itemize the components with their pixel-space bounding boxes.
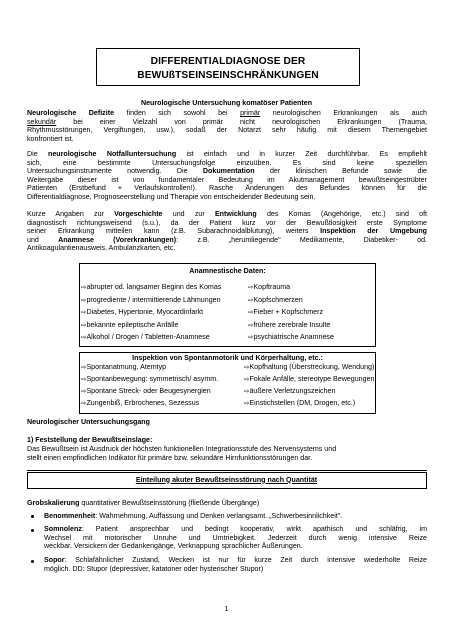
- anamnesis-right-3: [248, 321, 330, 330]
- bullet-somnolenz-line3: weckbar. Versickern der Gedankengänge, Verknappung sprachlicher Äußerungen.: [44, 542, 303, 551]
- arrow-icon: ⇨: [81, 320, 87, 329]
- anamnesis-right-4: [248, 333, 334, 342]
- anamnesis-item: frühere zerebrale Insulte: [253, 320, 331, 329]
- para2-line1: [27, 150, 427, 159]
- anamnesis-item: Diabetes, Hypertonie, Myocardinfarkt: [86, 308, 204, 316]
- inspection-right-2: [244, 387, 335, 396]
- inspection-item: Spontanatmung, Atemtyp: [86, 363, 167, 371]
- arrow-icon: ⇨: [81, 333, 87, 341]
- term-sopor: Sopor: [44, 556, 65, 564]
- term-secondary: sekundär: [27, 117, 57, 126]
- arrow-icon: ⇨: [81, 375, 87, 383]
- para2-line6: Differentialdiagnose, Prognoseerstellung und Therapie von entscheidender Bedeutung sein.: [27, 193, 316, 201]
- anamnesis-item: psychiatrische Anamnese: [253, 333, 334, 341]
- arrow-icon: ⇨: [248, 320, 254, 329]
- bullet-icon: [31, 529, 34, 532]
- subheading-consciousness: 1) Feststellung der Bewußtseinslage:: [27, 436, 153, 444]
- sub1-line1: Das Bewußtsein ist Ausdruck der höchsten funktionellen Integrationsstufe des Nervensystems und: [27, 445, 337, 453]
- para3-text: seiner Erkrankung mitteilen kann (z.B. Subarachnoidalblutung), weiters: [27, 227, 321, 236]
- arrow-icon: ⇨: [81, 399, 87, 407]
- inspection-heading: Inspektion von Spontanmotorik und Körperhaltung, etc.:: [132, 354, 323, 362]
- anamnesis-left-4: [81, 333, 210, 342]
- para1-line3: Rhythmusstörungen, Vergiftungen, usw.), sodaß der Notarzt sehr häufig mit diesem Themengebiet: [27, 126, 427, 135]
- table-rule-top: [27, 470, 427, 471]
- anamnesis-item: Fieber + Kopfschmerz: [253, 308, 324, 316]
- para1-line1: [27, 109, 427, 118]
- title-line-1: DIFFERENTIALDIAGNOSE DER: [150, 56, 306, 67]
- arrow-icon: ⇨: [81, 363, 87, 371]
- anamnesis-item: Kopfschmerzen: [253, 295, 303, 304]
- para2-text: der klinischen Befunde sowie die: [254, 167, 427, 176]
- term-anamnesis: Anamnese (Vorerkrankungen): [58, 235, 177, 244]
- para2-text: Die: [27, 150, 48, 158]
- arrow-icon: ⇨: [81, 308, 87, 316]
- para3-text: Kurze Angaben zur: [27, 210, 115, 218]
- para2-line5: Patienten (Erstbefund + Verlaufskontrollen!). Rasche Änderungen des Befundes können für die: [27, 184, 427, 193]
- para3-line4: [27, 236, 427, 245]
- inspection-item: Fokale Anfälle, stereotype Bewegungen: [249, 375, 375, 383]
- term-neuro-deficits: Neurologische Defizite: [27, 109, 115, 117]
- bullet-benommenheit-line1: [44, 512, 427, 521]
- para3-line5: Antikoagulantienausweis, Ambulanzkarten, etc.: [27, 244, 176, 253]
- grob-line: [27, 499, 259, 508]
- arrow-icon: ⇨: [81, 387, 87, 395]
- arrow-icon: ⇨: [81, 295, 87, 304]
- para2-line2: sich, eine bestimmte Untersuchungsfolge einzuüben. Es sind keine speziellen: [27, 158, 427, 167]
- inspection-left-2: [81, 387, 211, 396]
- term-grob: Grobskalierung: [27, 499, 80, 507]
- term-history: Vorgeschichte: [114, 210, 163, 218]
- arrow-icon: ⇨: [248, 283, 254, 291]
- anamnesis-right-2: [248, 308, 323, 317]
- arrow-icon: ⇨: [244, 399, 250, 407]
- term-neuro-emergency-exam: neurologische Notfalluntersuchung: [48, 150, 177, 158]
- inspection-item: äußere Verletzungszeichen: [249, 387, 336, 395]
- bullet-text: : Wahrnehmung, Auffassung und Denken verlangsamt. „Schwerbesinnlichkeit".: [95, 511, 343, 520]
- arrow-icon: ⇨: [244, 387, 250, 395]
- grob-text: quantitativer Bewußtseinsstörung (fließende Übergänge): [79, 499, 260, 507]
- bullet-somnolenz-line2: Wechsel mit motorischer Unruhe und Umtriebigkeit. Jederzeit durch wenig intensive Reize: [44, 533, 427, 542]
- term-documentation: Dokumentation: [202, 167, 255, 176]
- inspection-right-1: [244, 375, 374, 384]
- arrow-icon: ⇨: [248, 308, 254, 316]
- section-heading-exam-procedure: Neurologischer Untersuchungsgang: [27, 418, 150, 426]
- term-development: Entwicklung: [214, 210, 257, 218]
- anamnesis-right-1: [248, 296, 303, 305]
- inspection-left-1: [81, 375, 218, 384]
- inspection-right-3: [244, 399, 355, 408]
- bullet-text: : Patient ansprechbar und bedingt kooperativ, wirkt apathisch und schläfrig, im: [81, 525, 427, 533]
- inspection-item: Spontanbewegung: symmetrisch/ asymm.: [86, 375, 219, 383]
- anamnesis-heading: Anamnestische Daten:: [189, 267, 266, 275]
- bullet-text: : Schlafähnlicher Zustand, Wecken ist nur für kurze Zeit durch intensive wiederholte Reize: [64, 556, 427, 564]
- term-somnolenz: Somnolenz: [44, 525, 82, 533]
- anamnesis-left-0: [81, 283, 221, 292]
- arrow-icon: ⇨: [248, 295, 254, 304]
- para1-text: bei einer Vielzahl von primär nicht neurologischen Erkrankungen (Trauma,: [56, 117, 427, 126]
- section-heading-neuro-exam: Neurologische Untersuchung komatöser Patienten: [140, 99, 313, 107]
- para3-text: und: [27, 235, 59, 244]
- inspection-item: Einstichstellen (DM, Drogen, etc.): [249, 399, 356, 407]
- anamnesis-item: bekannte epileptische Anfälle: [86, 320, 179, 329]
- anamnesis-left-3: [81, 321, 178, 330]
- sub1-line2: stellt einen empfindlichen Indikator für primäre bzw. sekundäre Hirnfunktionsstörungen dar.: [27, 453, 313, 462]
- inspection-item: Zungenbiß, Erbrochenes, Sezessus: [86, 399, 200, 407]
- bullet-icon: [31, 515, 34, 518]
- table-rule-top-2: [27, 472, 427, 473]
- arrow-icon: ⇨: [248, 333, 254, 341]
- para2-line4: Weitergabe dieser ist von fundamentaler Bedeutung im Akutmanagement bewußtseingestrübter: [27, 175, 427, 184]
- term-primary: primär: [240, 109, 261, 117]
- anamnesis-right-0: [248, 283, 290, 292]
- anamnesis-item: Alkohol / Drogen / Tabletten-Anamnese: [86, 333, 210, 341]
- inspection-right-0: [244, 363, 374, 372]
- bullet-icon: [31, 560, 34, 563]
- para2-text: ist einfach und in kurzer Zeit durchführbar. Es empfiehlt: [176, 150, 427, 158]
- term-inspection-surroundings: Inspektion der Umgebung: [320, 227, 427, 236]
- para3-text: des Komas (Angehörige, etc.) sind oft: [256, 210, 427, 218]
- anamnesis-item: Kopftrauma: [253, 283, 291, 291]
- para3-text: : z.B. „herumliegende" Medikamente, Diabetiker- od.: [176, 235, 427, 244]
- page-number: 1: [224, 605, 229, 613]
- bullet-sopor-line2: möglich. DD: Stupor (depressiver, katatoner oder hysterischer Stupor): [44, 564, 264, 573]
- para3-line1: [27, 210, 427, 219]
- para1-line4: konfrontiert ist.: [27, 134, 74, 143]
- inspection-item: Spontane Streck- oder Beugesynergien: [86, 387, 211, 395]
- arrow-icon: ⇨: [244, 363, 250, 371]
- anamnesis-left-2: [81, 308, 203, 317]
- title-box: [96, 48, 360, 86]
- para3-text: und zur: [162, 210, 215, 218]
- para3-line2: diagnostisch richtungsweisend (s.u.), da der Patient kurz vor der Bewußtlosigkeit erste Symptome: [27, 218, 427, 227]
- arrow-icon: ⇨: [81, 283, 87, 291]
- inspection-left-3: [81, 399, 199, 408]
- para2-line3: [27, 167, 427, 176]
- inspection-left-0: [81, 363, 166, 372]
- para1-text: finden sich sowohl bei: [114, 109, 241, 117]
- inspection-item: Kopfhaltung (Überstreckung, Wendung): [249, 363, 375, 371]
- anamnesis-item: abrupter od. langsamer Beginn des Komas: [86, 283, 222, 291]
- anamnesis-item: progrediente / intermittierende Lähmungen: [86, 295, 221, 304]
- para2-text: Untersuchungsinstrumente notwendig. Die: [27, 167, 203, 176]
- table-rule-bottom: [27, 488, 427, 489]
- bullet-sopor-line1: [44, 556, 427, 565]
- title-line-2: BEWUßTSEINSEINSCHRÄNKUNGEN: [137, 70, 319, 81]
- arrow-icon: ⇨: [244, 375, 250, 383]
- table-heading: Einteilung akuter Bewußtseinsstörung nach Quantität: [135, 475, 318, 484]
- para3-line3: [27, 227, 427, 236]
- para1-line2: [27, 118, 427, 127]
- term-benommenheit: Benommenheit: [44, 511, 96, 520]
- bullet-somnolenz-line1: [44, 525, 427, 534]
- para1-text: neurologischen Erkrankungen als auch: [260, 109, 427, 117]
- anamnesis-left-1: [81, 296, 221, 305]
